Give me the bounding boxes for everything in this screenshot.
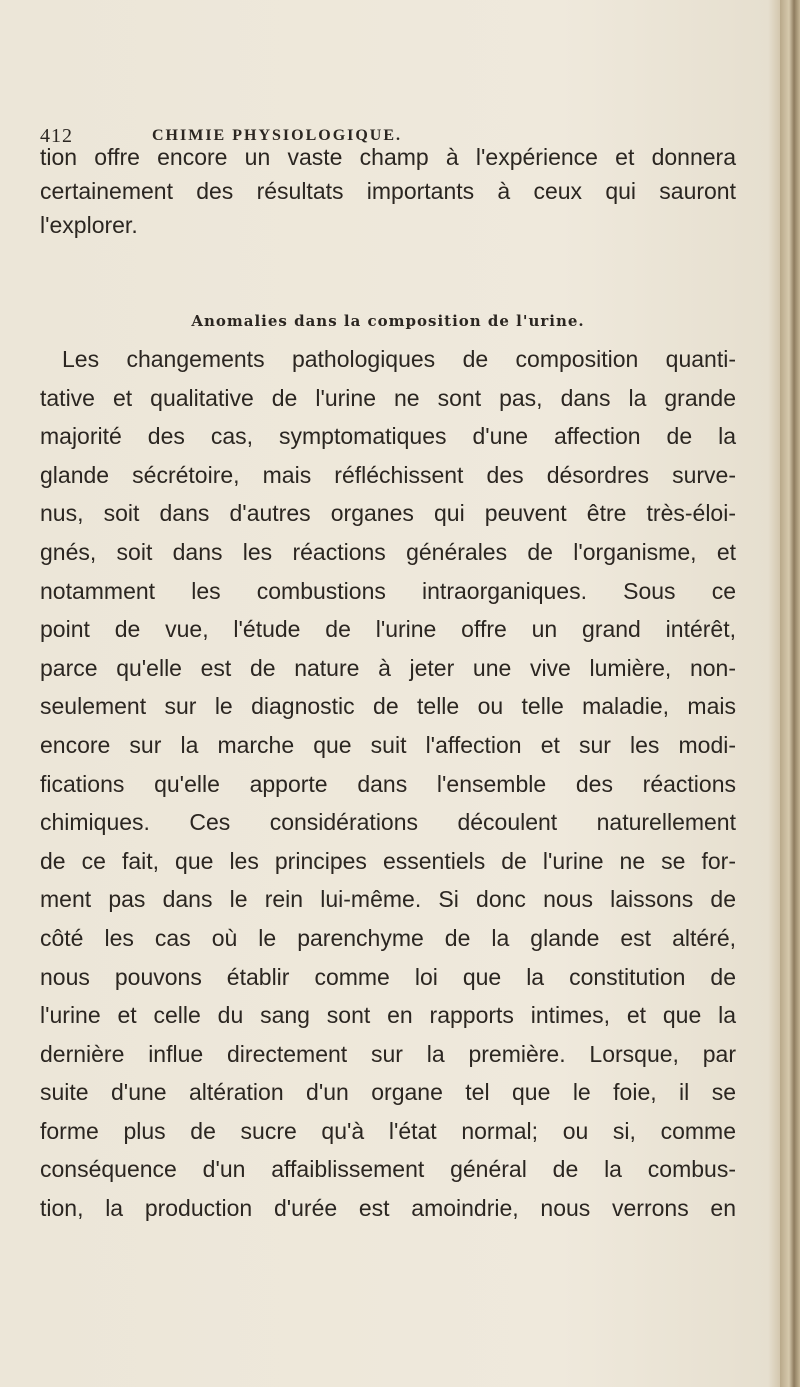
running-head: CHIMIE PHYSIOLOGIQUE. bbox=[152, 127, 403, 144]
text-line: ment pas dans le rein lui-même. Si donc nous laissons de bbox=[40, 886, 736, 913]
text-line: tion, la production d'urée est amoindrie, nous verrons en bbox=[40, 1195, 736, 1222]
text-line: glande sécrétoire, mais réfléchissent des désordres surve- bbox=[40, 461, 736, 488]
text-line: forme plus de sucre qu'à l'état normal; ou si, comme bbox=[40, 1117, 736, 1144]
text-line: suite d'une altération d'un organe tel que le foie, il se bbox=[40, 1079, 736, 1106]
section-title: Anomalies dans la composition de l'urine. bbox=[191, 312, 585, 330]
text-line: nous pouvons établir comme loi que la constitution de bbox=[40, 963, 736, 990]
page-number: 412 bbox=[40, 125, 73, 147]
text-line: de ce fait, que les principes essentiels de l'urine ne se for- bbox=[40, 847, 736, 874]
text-line: majorité des cas, symptomatiques d'une affection de la bbox=[40, 423, 736, 450]
text-line: conséquence d'un affaiblissement général de la combus- bbox=[40, 1156, 736, 1183]
text-line: encore sur la marche que suit l'affection et sur les modi- bbox=[40, 731, 736, 758]
text-line: côté les cas où le parenchyme de la glande est altéré, bbox=[40, 924, 736, 951]
text-line: l'urine et celle du sang sont en rapports intimes, et que la bbox=[40, 1002, 736, 1029]
text-line: seulement sur le diagnostic de telle ou telle maladie, mais bbox=[40, 693, 736, 720]
text-line: parce qu'elle est de nature à jeter une vive lumière, non- bbox=[40, 654, 736, 681]
page-edge-shadow bbox=[780, 0, 800, 1387]
text-line: nus, soit dans d'autres organes qui peuvent être très-éloi- bbox=[40, 500, 736, 527]
text-line: dernière influe directement sur la première. Lorsque, par bbox=[40, 1040, 736, 1067]
text-line: gnés, soit dans les réactions générales de l'organisme, et bbox=[40, 538, 736, 565]
text-line: l'explorer. bbox=[40, 212, 138, 238]
text-line: tion offre encore un vaste champ à l'expérience et donnera bbox=[40, 144, 736, 170]
text-line: fications qu'elle apporte dans l'ensemble des réactions bbox=[40, 770, 736, 797]
intro-paragraph bbox=[40, 140, 736, 242]
text-line: point de vue, l'étude de l'urine offre un grand intérêt, bbox=[40, 616, 736, 643]
text-line: Les changements pathologiques de composition quanti- bbox=[62, 346, 736, 372]
body-paragraph bbox=[40, 340, 736, 1228]
text-line: certainement des résultats importants à ceux qui sauront bbox=[40, 178, 736, 204]
text-line: tative et qualitative de l'urine ne sont pas, dans la grande bbox=[40, 384, 736, 411]
text-line: chimiques. Ces considérations découlent naturellement bbox=[40, 809, 736, 836]
text-line: notamment les combustions intraorganiques. Sous ce bbox=[40, 577, 736, 604]
